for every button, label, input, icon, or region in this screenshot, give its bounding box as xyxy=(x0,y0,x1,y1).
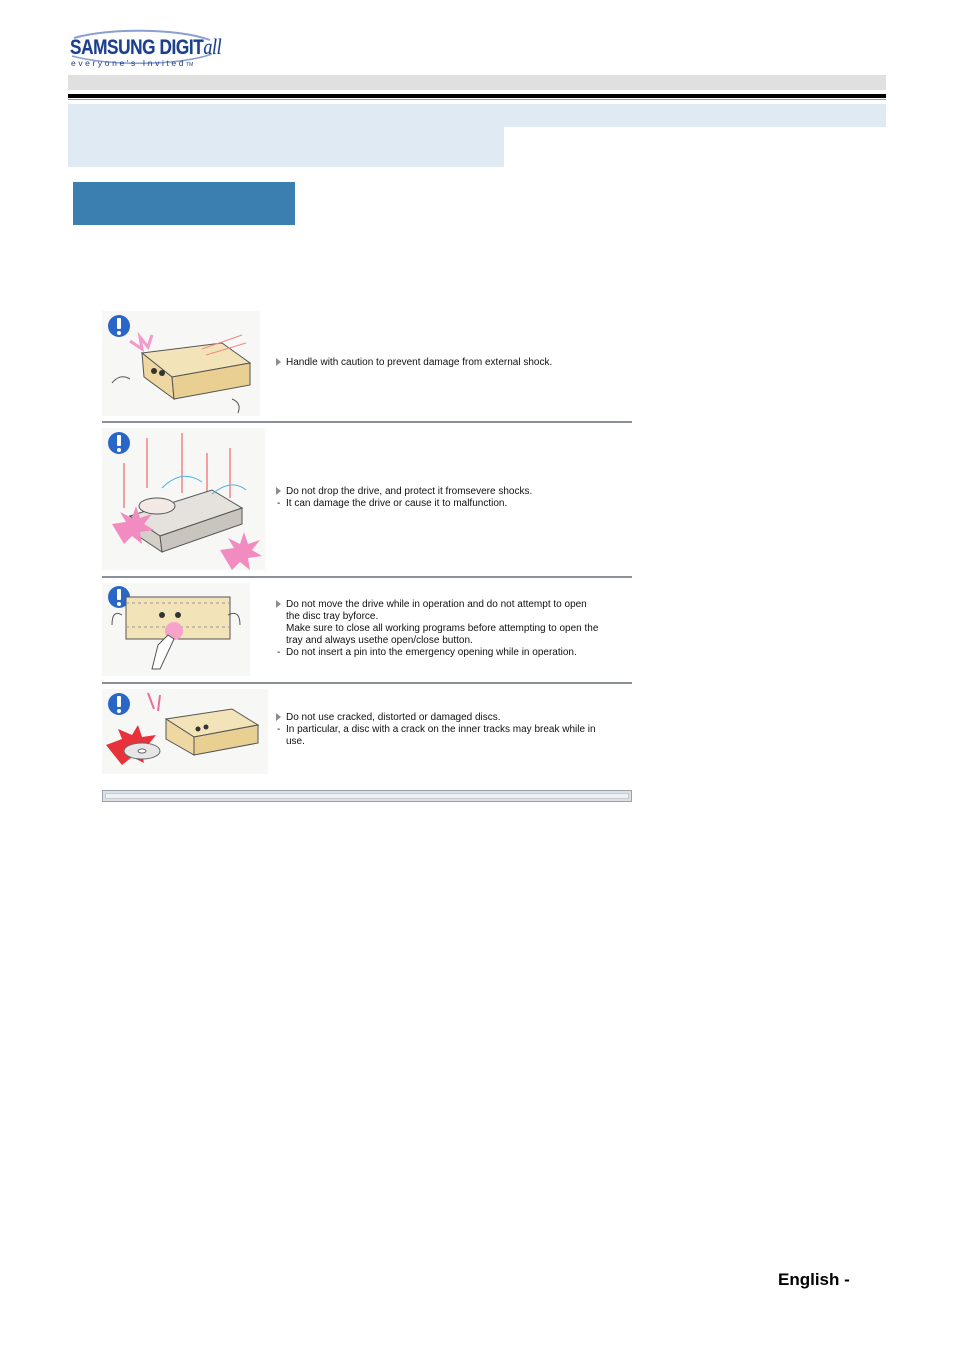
warning-item xyxy=(276,599,631,647)
scrollbar-thumb[interactable] xyxy=(105,793,629,799)
warning-item xyxy=(276,712,631,724)
footer-language-label: English - xyxy=(778,1270,850,1289)
warning-subitem xyxy=(276,647,631,659)
triangle-bullet-icon xyxy=(276,600,281,608)
warning-line: Do not insert a pin into the emergency opening while in operation. xyxy=(286,647,577,658)
exclamation-icon xyxy=(108,693,130,715)
warning-text-1 xyxy=(276,357,631,369)
logo-tagline-text: everyone's Invited xyxy=(71,58,187,68)
warning-text-4 xyxy=(276,712,631,748)
warning-line: Do not use cracked, distorted or damaged discs. xyxy=(286,712,501,723)
header-black-rule xyxy=(68,94,886,98)
warning-line: Do not drop the drive, and protect it fromsevere shocks. xyxy=(286,486,533,497)
exclamation-icon xyxy=(108,432,130,454)
warning-subitem xyxy=(276,498,631,510)
dash-marker: - xyxy=(277,724,281,735)
exclamation-icon xyxy=(108,315,130,337)
row-divider xyxy=(102,682,632,684)
illustration-drop-drive xyxy=(102,428,265,570)
warning-text-2 xyxy=(276,486,631,510)
row-divider xyxy=(102,576,632,578)
warning-item xyxy=(276,357,631,369)
triangle-bullet-icon xyxy=(276,487,281,495)
dash-marker: - xyxy=(277,498,281,509)
warning-line: Handle with caution to prevent damage from external shock. xyxy=(286,357,553,368)
trademark-mark: TM xyxy=(186,62,194,68)
warning-line: tray and always usethe open/close button. xyxy=(286,635,473,646)
warning-line: In particular, a disc with a crack on the inner tracks may break while in xyxy=(286,724,596,735)
triangle-bullet-icon xyxy=(276,713,281,721)
section-tab xyxy=(73,182,295,225)
warning-line: Make sure to close all working programs before attempting to open the xyxy=(286,623,599,634)
warning-subitem xyxy=(276,724,631,748)
horizontal-scrollbar[interactable] xyxy=(102,790,632,802)
warning-item xyxy=(276,486,631,498)
illustration-cracked-disc xyxy=(102,689,268,774)
title-banner-extension xyxy=(504,104,886,127)
header-thin-rule xyxy=(68,99,886,100)
row-divider xyxy=(102,421,632,423)
warning-text-3 xyxy=(276,599,631,659)
warning-line: use. xyxy=(286,736,305,747)
logo-tagline xyxy=(71,58,193,68)
warning-line: Do not move the drive while in operation and do not attempt to open xyxy=(286,599,587,610)
triangle-bullet-icon xyxy=(276,358,281,366)
dash-marker: - xyxy=(277,647,281,658)
samsung-logo xyxy=(68,26,222,76)
illustration-disc-tray xyxy=(102,583,250,676)
warning-line: It can damage the drive or cause it to malfunction. xyxy=(286,498,508,509)
warning-line: the disc tray byforce. xyxy=(286,611,379,622)
logo-brand-suffix: all xyxy=(203,34,222,59)
title-banner xyxy=(68,104,504,167)
header-gray-bar xyxy=(68,75,886,90)
logo-brand xyxy=(70,34,221,60)
logo-brand-text: SAMSUNG DIGIT xyxy=(70,36,204,59)
illustration-external-shock xyxy=(102,311,260,416)
banner-notch xyxy=(504,127,518,141)
